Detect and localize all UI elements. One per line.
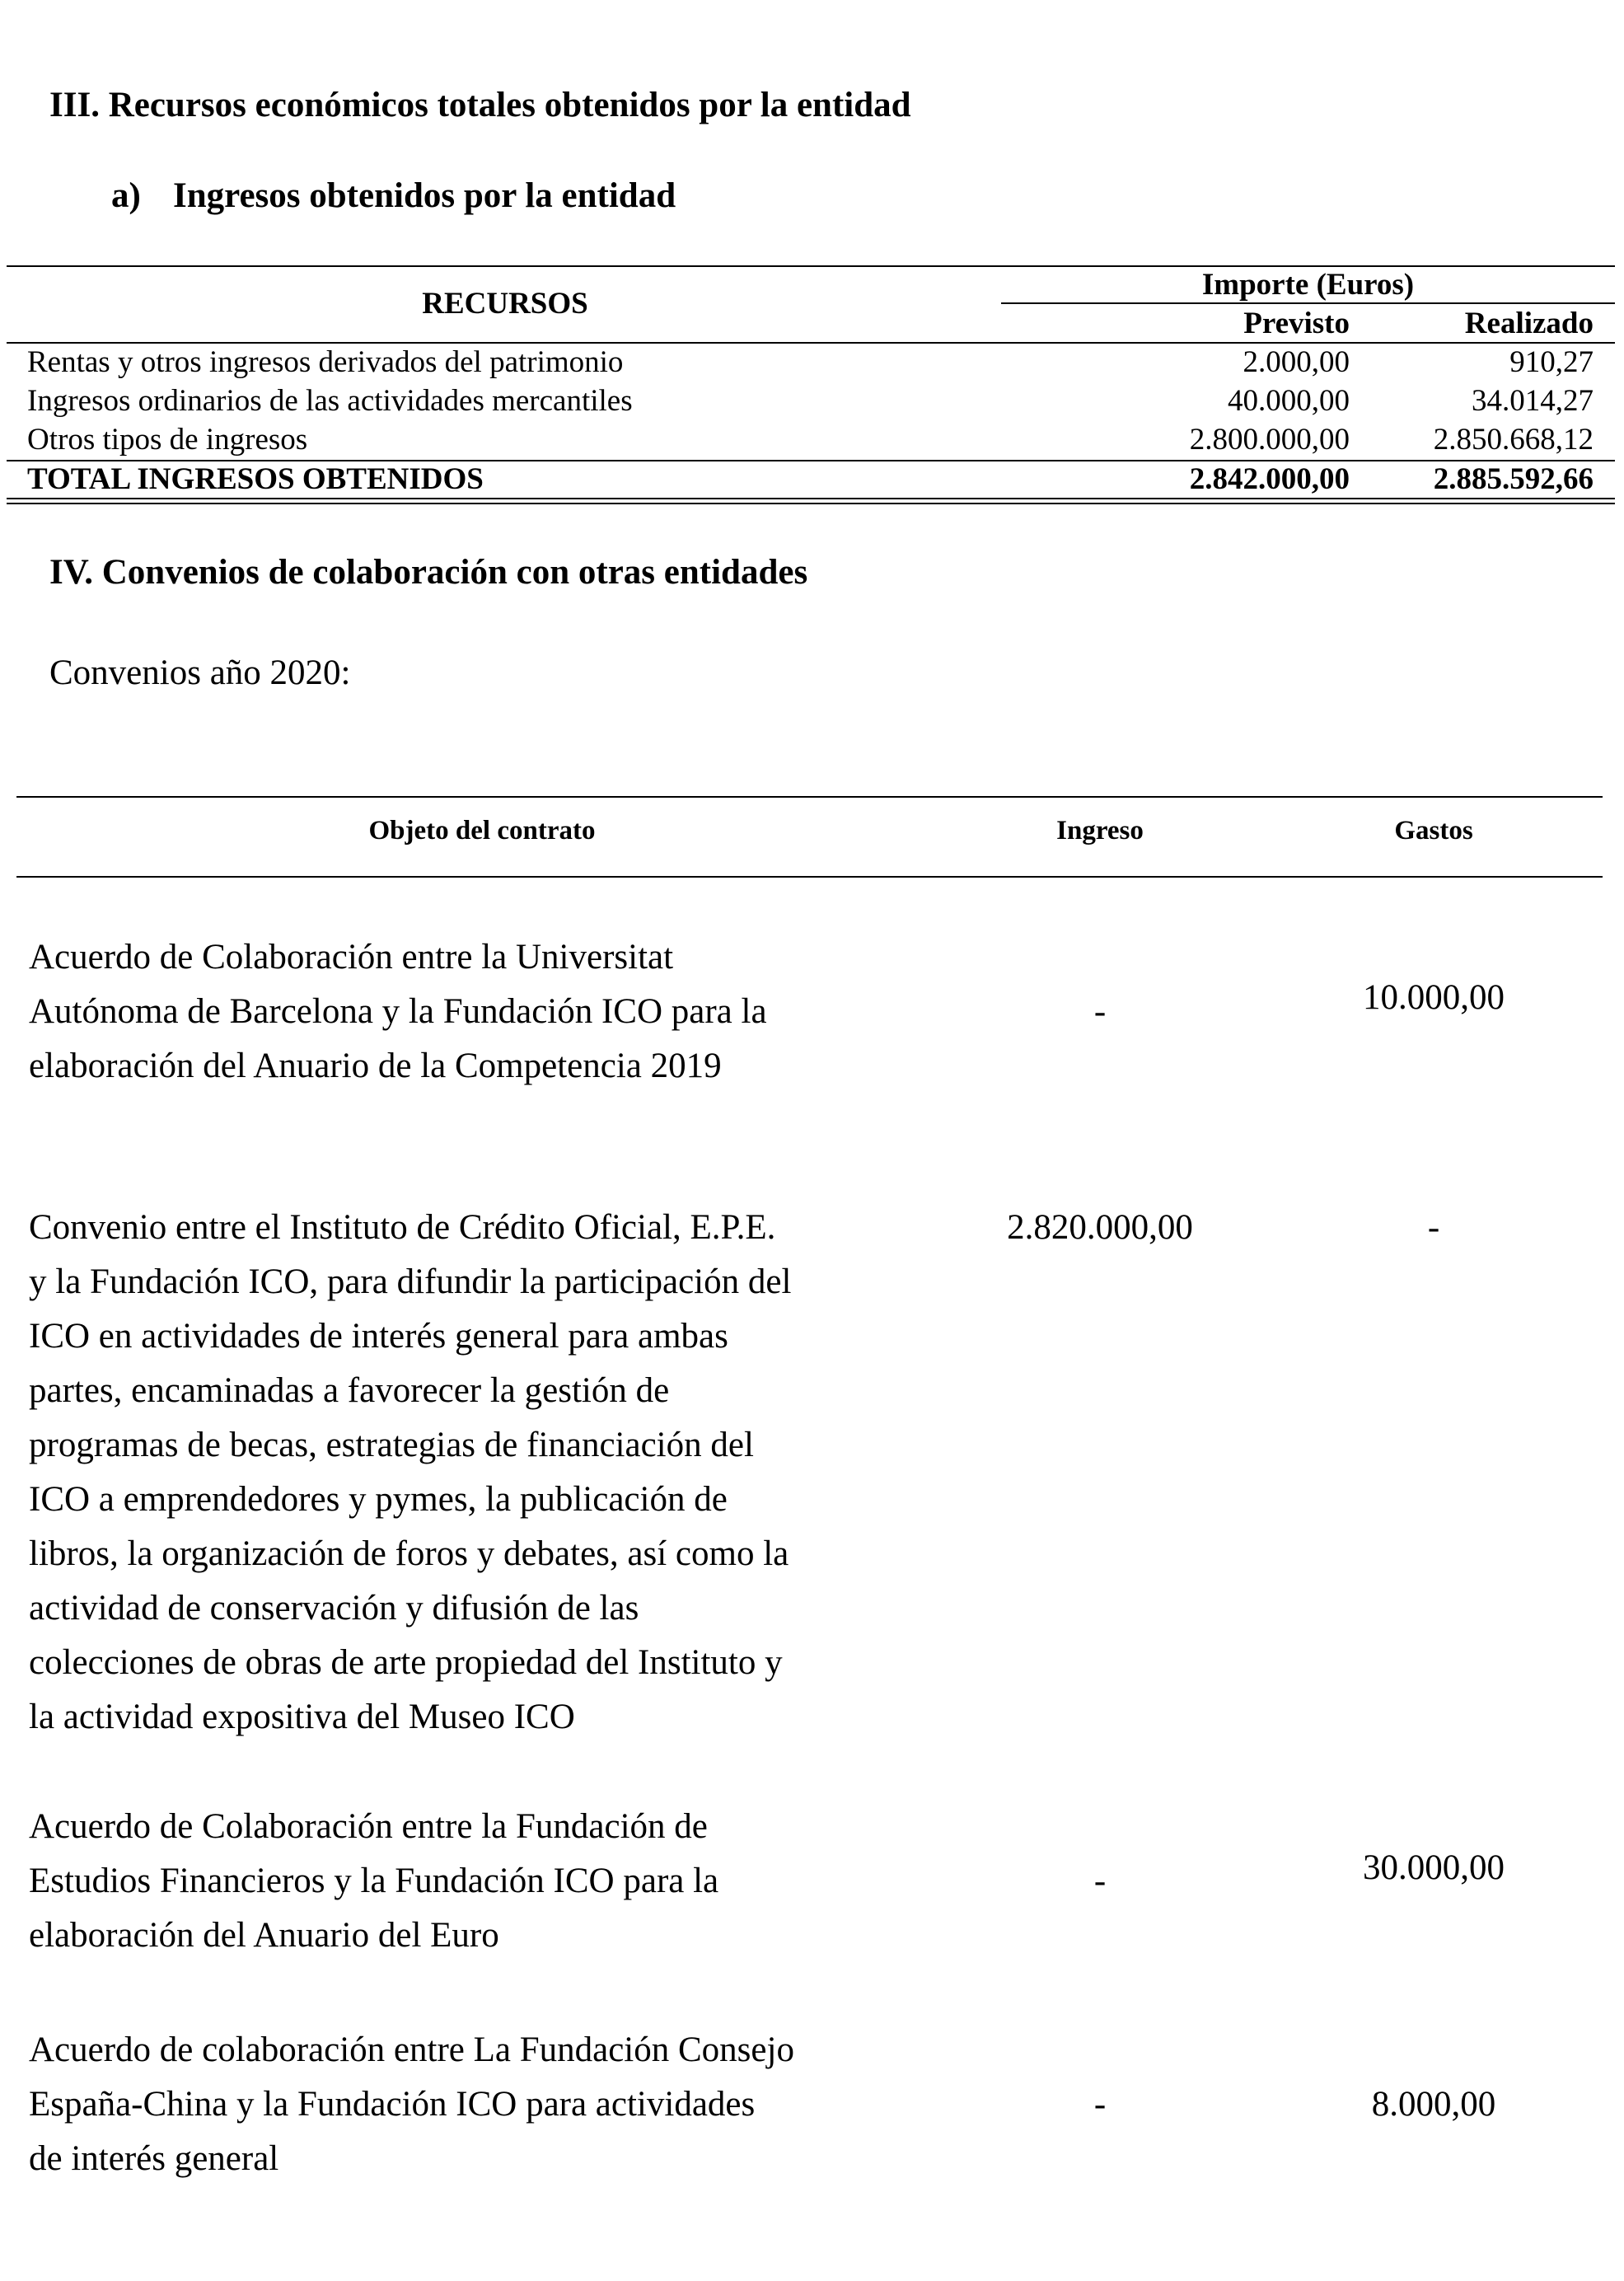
total-bottom-rule-2 bbox=[7, 503, 1615, 504]
convenio-objeto: Acuerdo de Colaboración entre la Fundación de Estudios Financieros y la Fundación ICO para la elaboración del Anuario del Euro bbox=[29, 1807, 719, 1955]
convenio-gastos: 10.000,00 bbox=[1363, 978, 1505, 1017]
header-objeto: Objeto del contrato bbox=[368, 816, 596, 845]
subsection-title: Ingresos obtenidos por la entidad bbox=[173, 176, 676, 215]
convenio-gastos: - bbox=[1427, 1208, 1440, 1247]
convenio-objeto: Convenio entre el Instituto de Crédito Oficial, E.P.E. y la Fundación ICO, para difundir la participación del ICO en actividades de interés general para ambas partes, encaminadas a favorecer la gestión de programas de becas, estrategias de financiación del ICO a emprendedores y pymes, la publicación de libros, la organización de foros y debates, así como la actividad de conservación y difusión de las colecciones de obras de arte propiedad del Instituto y la actividad expositiva del Museo ICO bbox=[29, 1208, 792, 1736]
total-label: TOTAL INGRESOS OBTENIDOS bbox=[27, 462, 484, 496]
total-realizado: 2.885.592,66 bbox=[1433, 462, 1594, 496]
convenios-top-rule bbox=[16, 796, 1603, 798]
convenios-header-rule bbox=[16, 876, 1603, 878]
section-4-title: IV. Convenios de colaboración con otras entidades bbox=[49, 553, 808, 592]
total-previsto: 2.842.000,00 bbox=[1189, 462, 1350, 496]
header-importe: Importe (Euros) bbox=[1201, 268, 1415, 302]
row-previsto: 2.000,00 bbox=[1243, 345, 1350, 379]
convenio-gastos: 8.000,00 bbox=[1371, 2085, 1496, 2124]
section-3-title: III. Recursos económicos totales obtenidos por la entidad bbox=[49, 86, 911, 124]
convenio-ingreso: - bbox=[1093, 1862, 1107, 1900]
row-realizado: 34.014,27 bbox=[1472, 384, 1594, 418]
convenio-objeto: Acuerdo de Colaboración entre la Universitat Autónoma de Barcelona y la Fundación ICO para la elaboración del Anuario de la Competencia 2019 bbox=[29, 938, 767, 1085]
convenio-gastos: 30.000,00 bbox=[1363, 1848, 1505, 1887]
convenio-objeto: Acuerdo de colaboración entre La Fundación Consejo España-China y la Fundación ICO para actividades de interés general bbox=[29, 2030, 794, 2178]
header-realizado: Realizado bbox=[1464, 307, 1594, 340]
row-label: Otros tipos de ingresos bbox=[27, 423, 308, 457]
row-previsto: 2.800.000,00 bbox=[1189, 423, 1350, 457]
row-label: Ingresos ordinarios de las actividades mercantiles bbox=[27, 384, 633, 418]
convenio-ingreso: - bbox=[1093, 992, 1107, 1031]
subsection-marker: a) bbox=[111, 176, 141, 215]
header-ingreso: Ingreso bbox=[1056, 816, 1144, 845]
header-previsto: Previsto bbox=[1243, 307, 1350, 340]
row-realizado: 910,27 bbox=[1509, 345, 1594, 379]
row-label: Rentas y otros ingresos derivados del patrimonio bbox=[27, 345, 624, 379]
convenio-ingreso: - bbox=[1093, 2085, 1107, 2124]
convenio-ingreso: 2.820.000,00 bbox=[1007, 1208, 1193, 1247]
row-previsto: 40.000,00 bbox=[1228, 384, 1350, 418]
header-gastos: Gastos bbox=[1394, 816, 1473, 845]
section-4-subtitle: Convenios año 2020: bbox=[49, 653, 351, 692]
header-recursos: RECURSOS bbox=[422, 287, 588, 321]
row-realizado: 2.850.668,12 bbox=[1433, 423, 1594, 457]
